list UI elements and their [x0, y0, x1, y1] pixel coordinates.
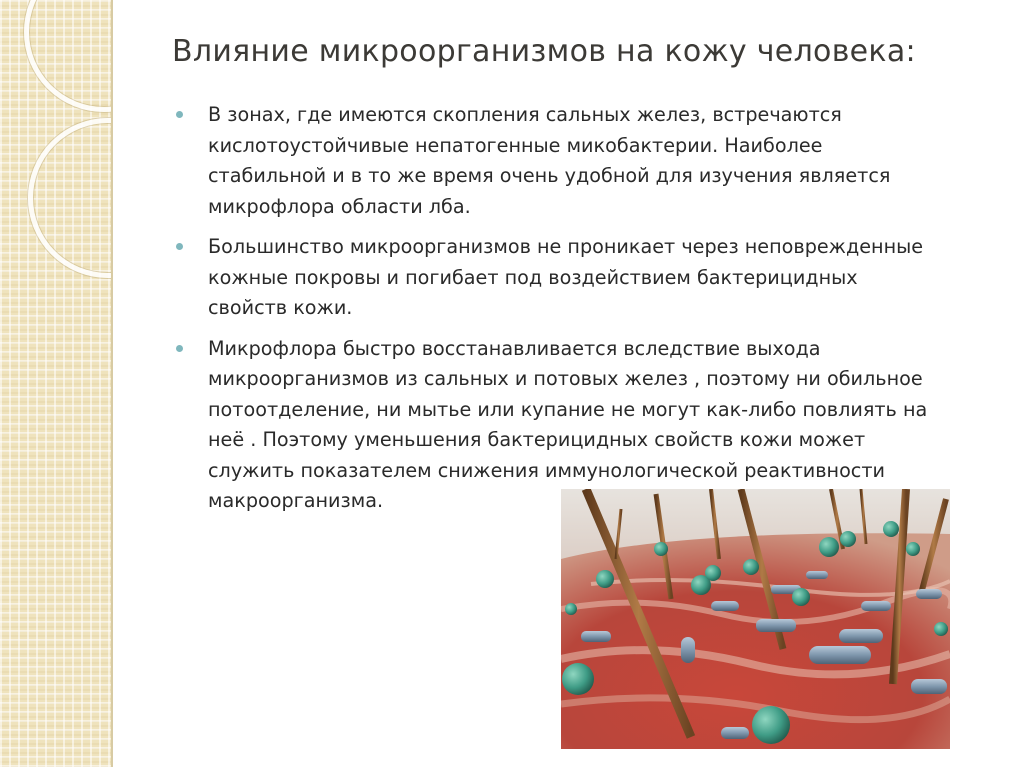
slide-title: Влияние микроорганизмов на кожу человека:: [172, 34, 916, 69]
bullet-line: потоотделение, ни мытье или купание не могут как-либо повлиять на: [208, 397, 928, 421]
bullet-line: В зонах, где имеются скопления сальных желез, встречаются: [208, 103, 842, 126]
bullet-line: служить показателем снижения иммунологической реактивности: [208, 458, 886, 482]
bullet-item: [172, 100, 1002, 222]
bullet-line: кожные покровы и погибает под воздействием бактерицидных: [208, 265, 858, 289]
bullet-line: макроорганизма.: [208, 489, 384, 512]
decorative-ring: [28, 118, 113, 278]
bullet-line: Микрофлора быстро восстанавливается вследствие выхода: [208, 336, 821, 360]
bullet-line: микрофлора области лба.: [208, 194, 471, 218]
bullet-dot-icon: [176, 243, 183, 250]
bullet-item: [172, 232, 1002, 324]
skin-surface-microorganisms-illustration: [561, 489, 950, 749]
bullet-line: кислотоустойчивые непатогенные микобактерии. Наиболее: [208, 133, 823, 157]
bullet-line: неё . Поэтому уменьшения бактерицидных свойств кожи может: [208, 428, 866, 451]
bullet-dot-icon: [176, 111, 183, 118]
decorative-side-strip: [0, 0, 113, 767]
bullet-line: стабильной и в то же время очень удобной для изучения является: [208, 164, 891, 187]
strip-divider: [111, 0, 113, 767]
bullet-list: [172, 100, 1002, 527]
decorative-ring: [24, 0, 113, 112]
bullet-dot-icon: [176, 345, 183, 352]
bullet-line: свойств кожи.: [208, 296, 353, 319]
bullet-line: микроорганизмов из сальных и потовых желез , поэтому ни обильное: [208, 367, 923, 390]
bullet-line: Большинство микроорганизмов не проникает через неповрежденные: [208, 235, 924, 258]
